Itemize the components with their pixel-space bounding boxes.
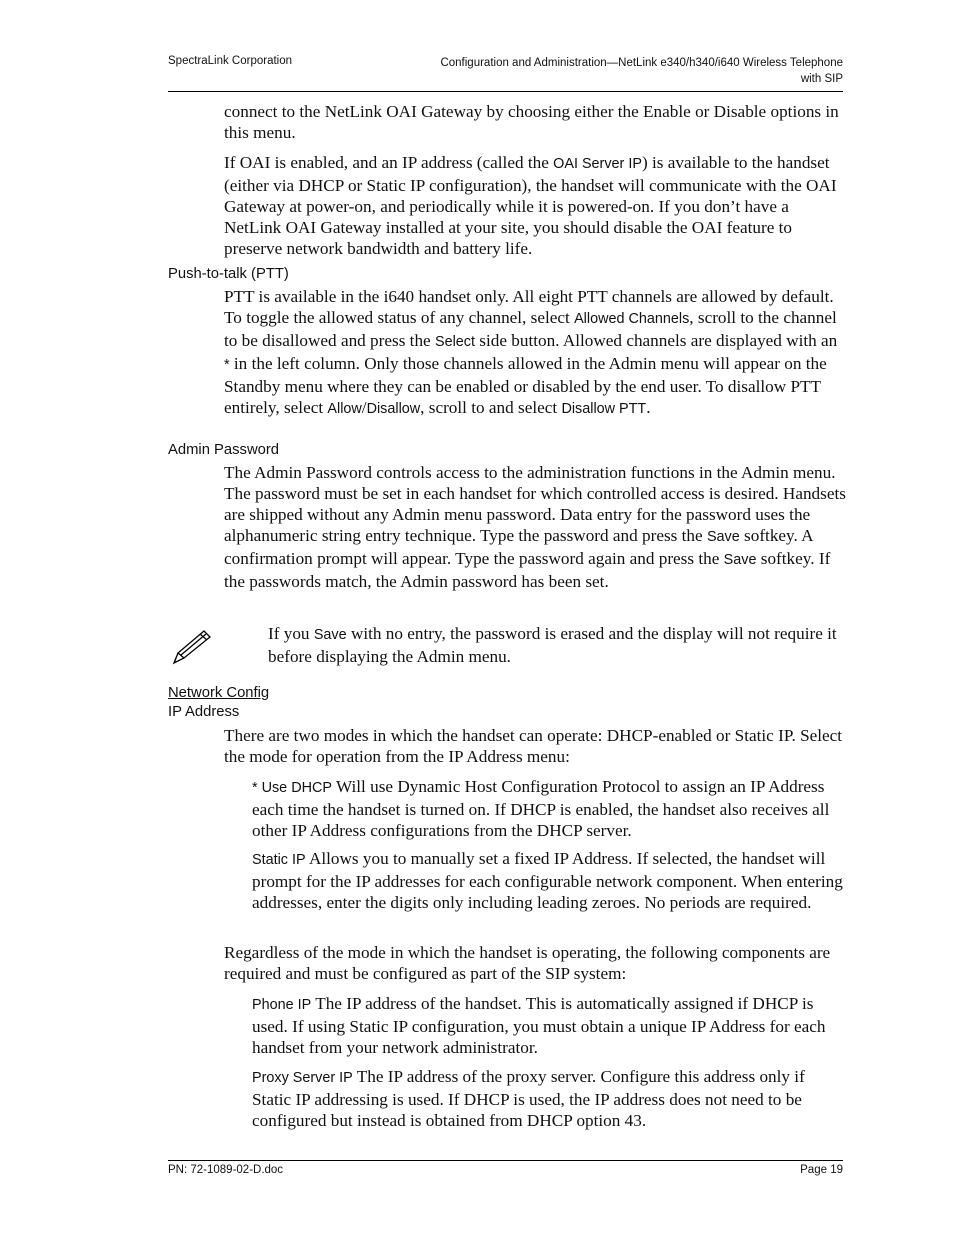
- header-title-line2: with SIP: [800, 73, 843, 85]
- text-run: The IP address of the proxy server. Configure this address only if Static IP addressing is used. If DHCP is used, the IP address does not need to be configured but instead is obtained from DHCP option 43.: [252, 1067, 805, 1130]
- keyword-asterisk: *: [224, 357, 230, 373]
- keyword-select: Select: [434, 334, 475, 350]
- text-run: If you: [268, 624, 314, 643]
- option-static-ip: [252, 848, 844, 913]
- footer-part-number: PN: 72-1089-02-D.doc: [168, 1164, 284, 1176]
- text-run: ) is available to the handset (either via DHCP or Static IP configuration), the handset will communicate with the OAI Gateway at power-on, and periodically while it is powered-on. If you don’t have a NetLink OAI Gateway installed at your site, you should disable the OAI feature to preserve network bandwidth and battery life.: [224, 153, 837, 258]
- text-run: in the left column. Only those channels allowed in the Admin menu will appear on the Standby menu where they can be enabled or disabled by the end user. To disallow PTT entirely, select: [224, 354, 827, 417]
- keyword-proxy-server-ip: Proxy Server IP: [252, 1070, 353, 1086]
- keyword-static-ip: Static IP: [252, 852, 306, 868]
- heading-ip-address: IP Address: [168, 704, 240, 720]
- heading-push-to-talk: Push-to-talk (PTT): [168, 266, 289, 282]
- text-run: The Admin Password controls access to the administration functions in the Admin menu. The password must be set in each handset for which controlled access is desired. Handsets are shipped without any Admin menu password. Data entry for the password uses the alphanumeric string entry technique. Type the password and press the: [224, 463, 846, 545]
- component-phone-ip: [252, 993, 844, 1058]
- keyword-use-dhcp: * Use DHCP: [252, 780, 332, 796]
- text-run: /: [361, 398, 367, 417]
- header-company: SpectraLink Corporation: [168, 55, 293, 67]
- ptt-paragraph: [224, 286, 846, 420]
- text-run: , scroll to and select: [420, 398, 562, 417]
- heading-network-config: Network Config: [168, 685, 270, 701]
- heading-admin-password: Admin Password: [168, 442, 280, 458]
- page-footer: [168, 1160, 843, 1176]
- admin-paragraph: [224, 462, 846, 592]
- text-run: with no entry, the password is erased and the display will not require it before displaying the Admin menu.: [268, 624, 837, 666]
- text-run: The IP address of the handset. This is automatically assigned if DHCP is used. If using Static IP configuration, you must obtain a unique IP Address for each handset from your network administrator.: [252, 994, 826, 1057]
- text-run: side button. Allowed channels are displayed with an: [474, 331, 838, 350]
- keyword-phone-ip: Phone IP: [252, 997, 312, 1013]
- keyword-save: Save: [723, 552, 757, 568]
- intro-paragraph-2: [224, 152, 846, 259]
- text-run: Allows you to manually set a fixed IP Address. If selected, the handset will prompt for the IP addresses for each configurable network component. When entering addresses, enter the digits only including leading zeroes. No periods are required.: [252, 849, 843, 912]
- page-header: [168, 55, 843, 92]
- text-run: softkey. If the passwords match, the Admin password has been set.: [224, 549, 831, 591]
- keyword-allow: Allow: [327, 401, 362, 417]
- option-use-dhcp: [252, 776, 844, 841]
- text-run: .: [646, 398, 651, 417]
- keyword-allowed-channels: Allowed Channels: [574, 311, 690, 327]
- components-paragraph: Regardless of the mode in which the handset is operating, the following components are required and must be configured as part of the SIP system:: [224, 943, 831, 983]
- note-text: [268, 623, 838, 668]
- keyword-save: Save: [706, 529, 740, 545]
- text-run: Will use Dynamic Host Configuration Protocol to assign an IP Address each time the handset is turned on. If DHCP is enabled, the handset also receives all other IP Address configurations from the DHCP server.: [252, 777, 830, 840]
- text-run: If OAI is enabled, and an IP address (called the: [224, 153, 554, 172]
- keyword-disallow: Disallow: [366, 401, 421, 417]
- header-title-line1: Configuration and Administration—NetLink e340/h340/i640 Wireless Telephone: [440, 57, 843, 69]
- keyword-save: Save: [313, 627, 347, 643]
- text-run: , scroll to the channel to be disallowed and press the: [224, 308, 837, 350]
- component-proxy-server-ip: [252, 1066, 844, 1131]
- text-run: softkey. A confirmation prompt will appear. Type the password again and press the: [224, 526, 813, 568]
- ip-address-intro: There are two modes in which the handset can operate: DHCP-enabled or Static IP. Select the mode for operation from the IP Address menu:: [224, 726, 843, 766]
- intro-paragraph-1: connect to the NetLink OAI Gateway by choosing either the Enable or Disable options in this menu.: [224, 102, 839, 142]
- header-title: [440, 55, 843, 87]
- pencil-icon: [170, 628, 214, 668]
- footer-page-number: Page 19: [800, 1164, 843, 1176]
- text-run: PTT is available in the i640 handset only. All eight PTT channels are allowed by default. To toggle the allowed status of any channel, select: [224, 287, 834, 327]
- keyword-oai-server-ip: OAI Server IP: [553, 156, 642, 172]
- keyword-disallow-ptt: Disallow PTT: [561, 401, 647, 417]
